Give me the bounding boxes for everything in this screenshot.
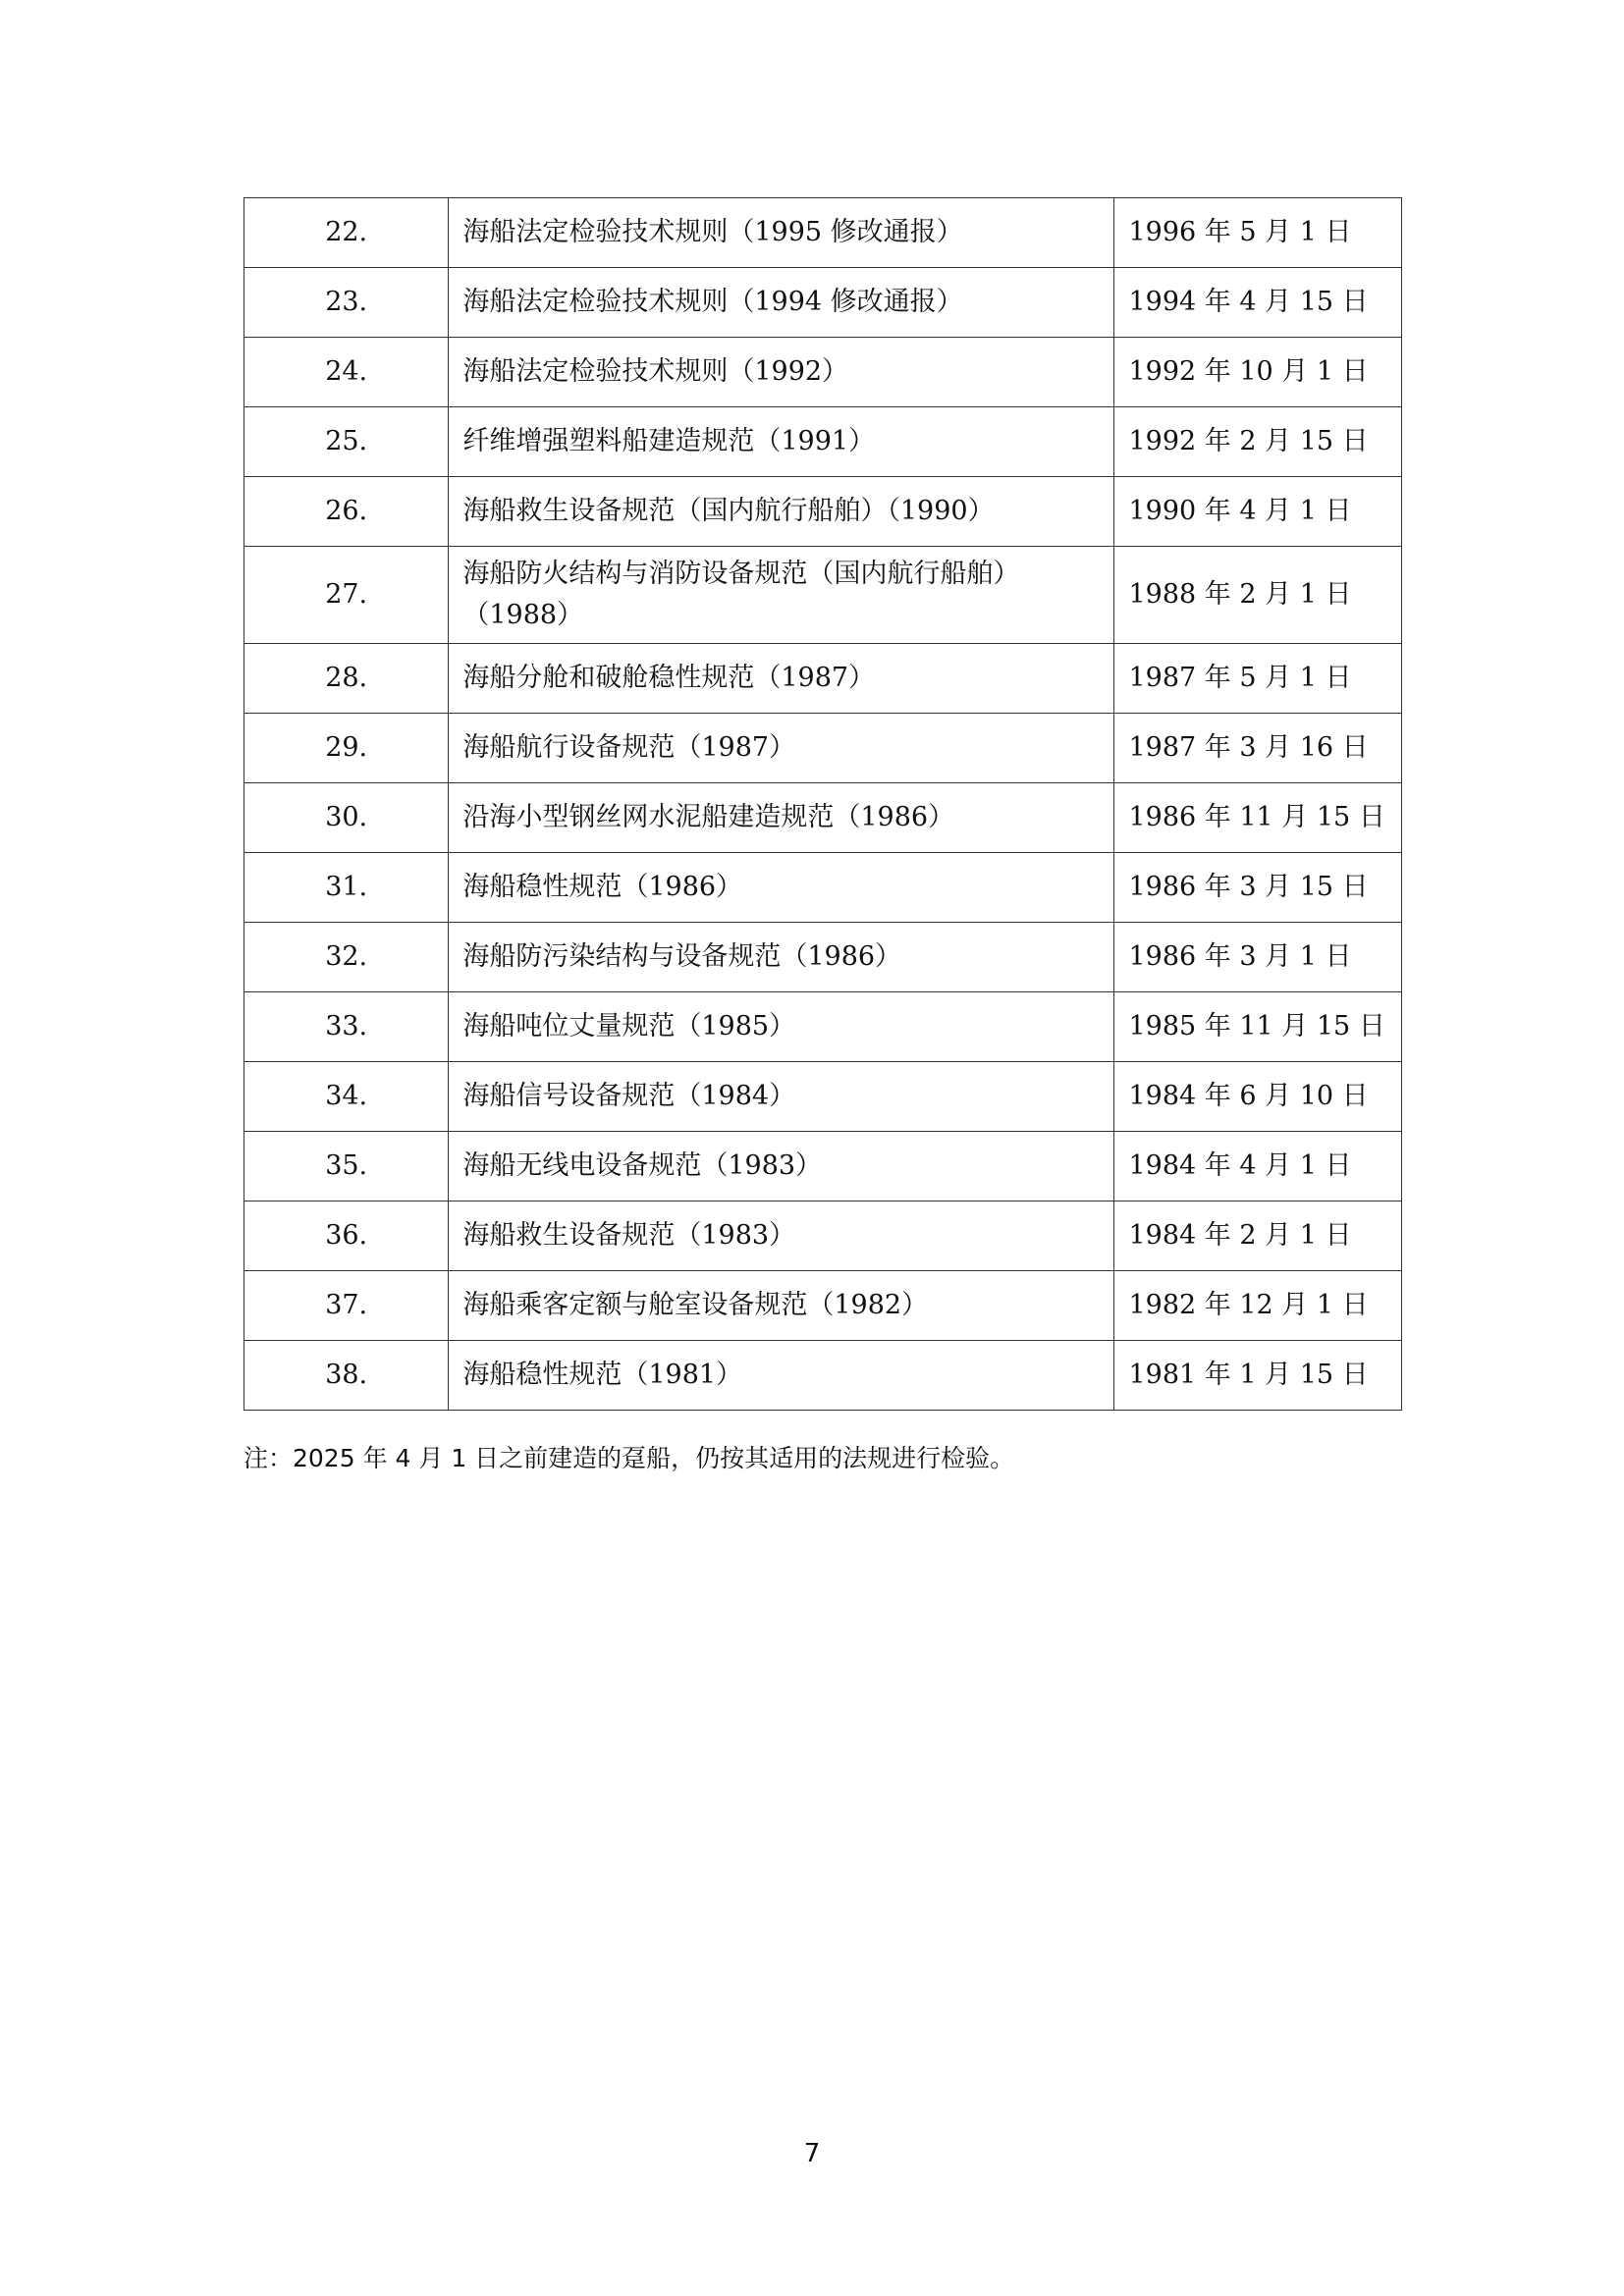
- effective-date: 1984 年 2 月 1 日: [1114, 1201, 1402, 1271]
- regulation-name: 海船救生设备规范（1983）: [449, 1201, 1114, 1271]
- table-row: [244, 992, 1402, 1062]
- effective-date: 1990 年 4 月 1 日: [1114, 477, 1402, 547]
- row-number: 34.: [244, 1062, 449, 1132]
- table-row: [244, 547, 1402, 644]
- regulation-name: 海船防火结构与消防设备规范（国内航行船舶）（1988）: [449, 547, 1114, 644]
- row-number: 35.: [244, 1132, 449, 1201]
- effective-date: 1986 年 3 月 1 日: [1114, 923, 1402, 992]
- effective-date: 1986 年 11 月 15 日: [1114, 783, 1402, 853]
- regulation-name: 海船信号设备规范（1984）: [449, 1062, 1114, 1132]
- regulation-name: 海船救生设备规范（国内航行船舶）（1990）: [449, 477, 1114, 547]
- regulation-name: 纤维增强塑料船建造规范（1991）: [449, 407, 1114, 477]
- effective-date: 1992 年 2 月 15 日: [1114, 407, 1402, 477]
- table-row: [244, 1271, 1402, 1341]
- regulation-name: 海船无线电设备规范（1983）: [449, 1132, 1114, 1201]
- row-number: 26.: [244, 477, 449, 547]
- effective-date: 1982 年 12 月 1 日: [1114, 1271, 1402, 1341]
- table-row: [244, 407, 1402, 477]
- table-row: [244, 268, 1402, 338]
- effective-date: 1984 年 4 月 1 日: [1114, 1132, 1402, 1201]
- table-row: [244, 477, 1402, 547]
- row-number: 33.: [244, 992, 449, 1062]
- regulation-name: 海船稳性规范（1986）: [449, 853, 1114, 923]
- row-number: 23.: [244, 268, 449, 338]
- row-number: 37.: [244, 1271, 449, 1341]
- row-number: 27.: [244, 547, 449, 644]
- row-number: 38.: [244, 1341, 449, 1411]
- effective-date: 1992 年 10 月 1 日: [1114, 338, 1402, 407]
- table-row: [244, 853, 1402, 923]
- row-number: 24.: [244, 338, 449, 407]
- page-number: 7: [803, 2139, 821, 2168]
- regulation-name: 海船吨位丈量规范（1985）: [449, 992, 1114, 1062]
- regulations-table: [244, 197, 1402, 1411]
- table-row: [244, 1341, 1402, 1411]
- table-row: [244, 923, 1402, 992]
- regulation-name: 海船法定检验技术规则（1995 修改通报）: [449, 198, 1114, 268]
- regulation-name: 海船乘客定额与舱室设备规范（1982）: [449, 1271, 1114, 1341]
- row-number: 25.: [244, 407, 449, 477]
- row-number: 31.: [244, 853, 449, 923]
- table-row: [244, 1062, 1402, 1132]
- effective-date: 1994 年 4 月 15 日: [1114, 268, 1402, 338]
- effective-date: 1988 年 2 月 1 日: [1114, 547, 1402, 644]
- row-number: 29.: [244, 714, 449, 783]
- effective-date: 1985 年 11 月 15 日: [1114, 992, 1402, 1062]
- table-row: [244, 714, 1402, 783]
- row-number: 28.: [244, 644, 449, 714]
- table-row: [244, 644, 1402, 714]
- row-number: 32.: [244, 923, 449, 992]
- effective-date: 1987 年 3 月 16 日: [1114, 714, 1402, 783]
- regulation-name: 海船法定检验技术规则（1994 修改通报）: [449, 268, 1114, 338]
- regulation-name: 海船防污染结构与设备规范（1986）: [449, 923, 1114, 992]
- effective-date: 1986 年 3 月 15 日: [1114, 853, 1402, 923]
- table-row: [244, 1201, 1402, 1271]
- table-row: [244, 1132, 1402, 1201]
- table-row: [244, 198, 1402, 268]
- row-number: 22.: [244, 198, 449, 268]
- footnote: 注：2025 年 4 月 1 日之前建造的趸船，仍按其适用的法规进行检验。: [244, 1444, 1015, 1472]
- regulation-name: 海船分舱和破舱稳性规范（1987）: [449, 644, 1114, 714]
- table-row: [244, 338, 1402, 407]
- effective-date: 1981 年 1 月 15 日: [1114, 1341, 1402, 1411]
- effective-date: 1996 年 5 月 1 日: [1114, 198, 1402, 268]
- table-row: [244, 783, 1402, 853]
- effective-date: 1987 年 5 月 1 日: [1114, 644, 1402, 714]
- row-number: 36.: [244, 1201, 449, 1271]
- regulation-name: 沿海小型钢丝网水泥船建造规范（1986）: [449, 783, 1114, 853]
- row-number: 30.: [244, 783, 449, 853]
- effective-date: 1984 年 6 月 10 日: [1114, 1062, 1402, 1132]
- regulation-name: 海船航行设备规范（1987）: [449, 714, 1114, 783]
- regulation-name: 海船稳性规范（1981）: [449, 1341, 1114, 1411]
- regulation-name: 海船法定检验技术规则（1992）: [449, 338, 1114, 407]
